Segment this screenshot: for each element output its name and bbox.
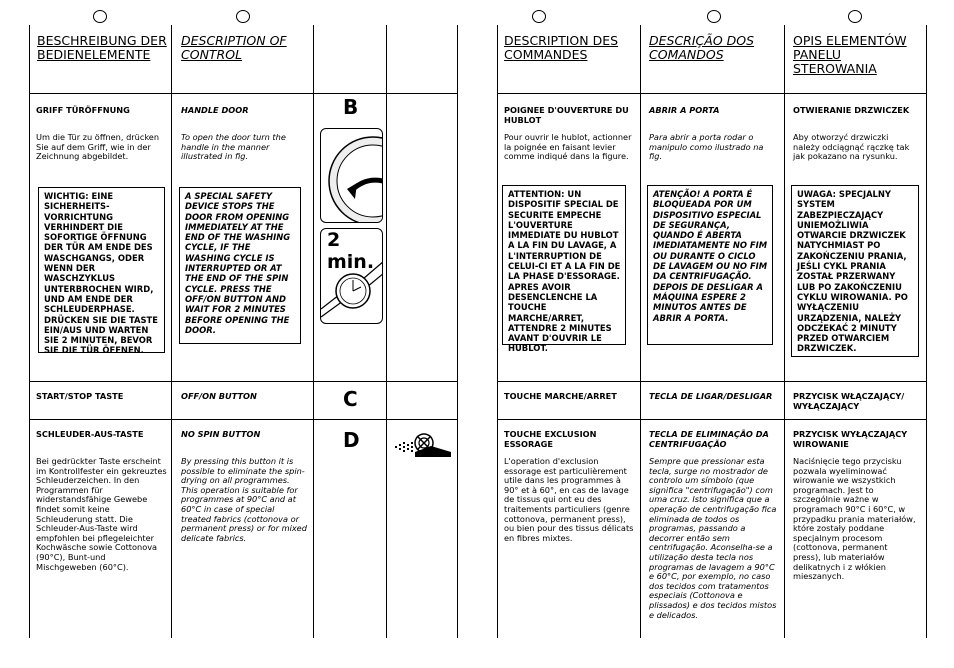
column-rule [313, 25, 314, 638]
column-header-en: DESCRIPTION OF CONTROL [181, 33, 287, 62]
spin-section-title: SCHLEUDER-AUS-TASTE [36, 429, 144, 439]
spin-section-text: Naciśnięcie tego przycisku pozwala wyeliminować wirowanie we wszystkich programach. Jest to szczególnie ważne w programach 90°C i 60°C, w przypadku prania materiałów, które zostały poddane specjalnym procesom (cottonova, permanent press), lub materiałów delikatnych i z włókien mieszanych. [793, 456, 916, 582]
language-marker-circle [532, 10, 546, 23]
door-warning-box: WICHTIG: EINE SICHERHEITS-VORRICHTUNG VERHINDERT DIE SOFORTIGE ÖFFNUNG DER TÜR AM ENDE DES WASCHGANGS, ODER WENN DER WASCHZYKLUS UNTERBROCHEN WIRD, UND AM ENDE DER SCHLEUDERPHASE. DRÜCKEN SIE DIE TASTE EIN/AUS UND WARTEN SIE 2 MINUTEN, BEVOR SIE DIE TÜR ÖFFNEN. [38, 187, 165, 353]
door-section-title: GRIFF TÜRÖFFNUNG [36, 105, 130, 115]
column-rule [386, 25, 387, 638]
door-figure-label: B [343, 95, 359, 119]
column-rule [171, 25, 172, 638]
door-section-text: Aby otworzyć drzwiczki należy odciągnąć rączkę tak jak pokazano na rysunku. [793, 132, 910, 162]
door-handle-icon [321, 129, 383, 223]
door-section-title: OTWIERANIE DRZWICZEK [793, 105, 910, 115]
spin-section-title: TECLA DE ELIMINAÇÃO DA CENTRIFUGAÇÃO [649, 429, 769, 449]
door-warning-box: ATENÇÃO! A PORTA É BLOQUEADA POR UM DISPOSITIVO ESPECIAL DE SEGURANÇA, QUANDO É ABERTA IMEDIATAMENTE NO FIM OU DURANTE O CICLO DE LAVAGEM OU NO FIM DA CENTRIFUGAÇÃO. DEPOIS DE DESLIGAR A MÁQUINA ESPERE 2 MINUTOS ANTES DE ABRIR A PORTA. [647, 185, 773, 345]
spin-section-title: TOUCHE EXCLUSION ESSORAGE [504, 429, 597, 449]
row-rule [497, 419, 927, 420]
startstop-section-title: TECLA DE LIGAR/DESLIGAR [649, 391, 773, 401]
language-marker-circle [93, 10, 107, 23]
startstop-section-title: START/STOP TASTE [36, 391, 124, 401]
timer-illustration [320, 228, 383, 324]
door-section-text: Um die Tür zu öffnen, drücken Sie auf dem Griff, wie in der Zeichnung abgebildet. [36, 132, 160, 162]
door-warning-box: A SPECIAL SAFETY DEVICE STOPS THE DOOR FROM OPENING IMMEDIATELY AT THE END OF THE WASHING CYCLE, IF THE WASHING CYCLE IS INTERRUPTED OR AT THE END OF THE SPIN CYCLE. PRESS THE OFF/ON BUTTON AND WAIT FOR 2 MINUTES BEFORE OPENING THE DOOR. [179, 187, 301, 344]
spin-section-text: Sempre que pressionar esta tecla, surge no mostrador de controlo um símbolo (que significa "centrifugação") com uma cruz. Isto significa que a operação de centrifugação fica eliminada de todos os programas, passando a decorrer então sem centrifugação. Aconselha-se a utilização desta tecla nos programas de lavagem a 90°C e 60°C, por exemplo, no caso dos tecidos com tratamentos especiais (Cottonova e plissados) e dos tecidos mistos e delicados. [649, 456, 777, 620]
column-rule [640, 25, 641, 638]
door-section-title: ABRIR A PORTA [649, 105, 720, 115]
row-rule [29, 93, 458, 94]
door-handle-illustration [320, 128, 383, 223]
row-rule [497, 93, 927, 94]
spin-section-title: PRZYCISK WYŁĄCZAJĄCY WIROWANIE [793, 429, 908, 449]
startstop-section-title: OFF/ON BUTTON [181, 391, 257, 401]
door-section-text: Pour ouvrir le hublot, actionner la poignée en faisant levier comme indiqué dans la figure. [504, 132, 632, 162]
row-rule [29, 419, 458, 420]
door-section-text: To open the door turn the handle in the manner illustrated in fig. [181, 132, 286, 162]
column-header-pt: DESCRIÇÃO DOS COMANDOS [649, 33, 755, 62]
spin-section-text: Bei gedrückter Taste erscheint im Kontrollfester ein gekreuztes Schleuderzeichen. In den Programmen für widerstandsfähige Gewebe findet somit keine Schleuderung statt. Die Schleuder-Aus-Taste wird empfohlen bei pflegeleichter Kochwäsche sowie Cottonova (90°C), Bunt-und Mischgeweben (60°C). [36, 456, 167, 572]
row-rule [497, 381, 927, 382]
spin-section-text: L'operation d'exclusion essorage est particulièrement utile dans les programmes à 90° et à 60°, en cas de lavage de tissus qui ont eu des traitements particuliers (genre cottonova, permanent press), ou bien pour des tissus délicats en fibres mixtes. [504, 456, 634, 543]
door-section-title: HANDLE DOOR [181, 105, 249, 115]
column-rule [784, 25, 785, 638]
column-rule [457, 25, 458, 638]
language-marker-circle [848, 10, 862, 23]
column-header-de: BESCHREIBUNG DER BEDIENELEMENTE [37, 33, 167, 62]
no-spin-icon [393, 430, 455, 460]
startstop-figure-label: C [343, 387, 358, 411]
column-rule [497, 25, 498, 638]
language-marker-circle [707, 10, 721, 23]
spin-section-title: NO SPIN BUTTON [181, 429, 261, 439]
language-marker-circle [236, 10, 250, 23]
column-rule [926, 25, 927, 638]
spin-section-text: By pressing this button it is possible to eliminate the spin-drying on all programmes. This operation is suitable for programmes at 90°C and at 60°C in case of special treated fabrics (cottonova or permanent press) or for mixed delicate fabrics. [181, 456, 307, 543]
startstop-section-title: PRZYCISK WŁĄCZAJĄCY/ WYŁĄCZAJĄCY [793, 391, 905, 411]
row-rule [29, 381, 458, 382]
door-warning-box: UWAGA: SPECJALNY SYSTEM ZABEZPIECZAJĄCY UNIEMOŻLIWIA OTWARCIE DRZWICZEK NATYCHMIAST PO ZAKOŃCZENIU PRANIA, JEŚLI CYKL PRANIA ZOSTAŁ PRZERWANY LUB PO ZAKOŃCZENIU CYKLU WIROWANIA. PO WYŁĄCZENIU URZĄDZENIA, NALEŻY ODCZEKAĆ 2 MINUTY PRZED OTWARCIEM DRZWICZEK. [791, 185, 919, 357]
column-header-fr: DESCRIPTION DES COMMANDES [504, 33, 619, 62]
timer-label: 2 min. [327, 229, 375, 273]
column-rule [29, 25, 30, 638]
door-warning-box: ATTENTION: UN DISPOSITIF SPECIAL DE SECURITE EMPECHE L'OUVERTURE IMMEDIATE DU HUBLOT A LA FIN DU LAVAGE, A L'INTERRUPTION DE CELUI-CI ET A LA FIN DE LA PHASE D'ESSORAGE. APRES AVOIR DESENCLENCHE LA TOUCHE MARCHE/ARRET, ATTENDRE 2 MINUTES AVANT D'OUVRIR LE HUBLOT. [502, 185, 626, 345]
column-header-pl: OPIS ELEMENTÓW PANELU STEROWANIA [793, 33, 907, 76]
startstop-section-title: TOUCHE MARCHE/ARRET [504, 391, 617, 401]
door-section-text: Para abrir a porta rodar o manipulo como ilustrado na fig. [649, 132, 764, 162]
door-section-title: POIGNEE D'OUVERTURE DU HUBLOT [504, 105, 629, 125]
spin-figure-label: D [343, 428, 360, 452]
